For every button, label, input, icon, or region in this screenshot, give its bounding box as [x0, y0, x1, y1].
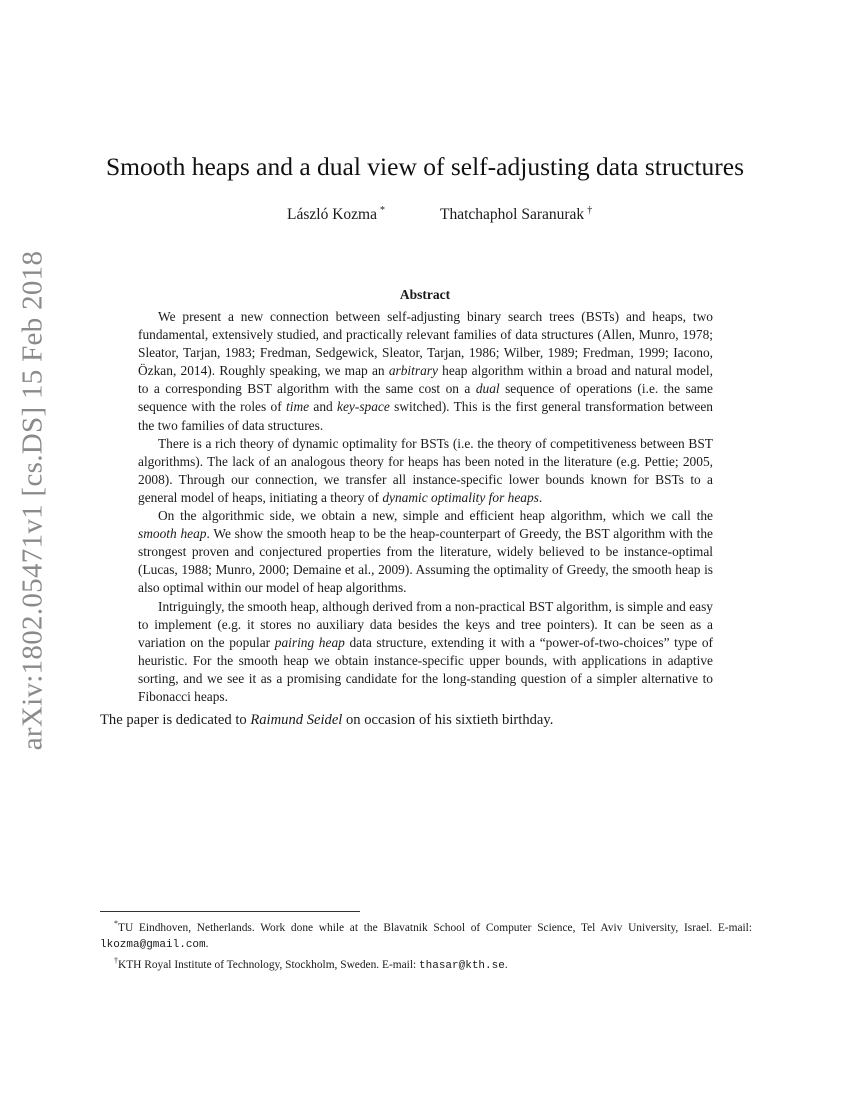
author-name: László Kozma	[287, 206, 377, 224]
dedication	[100, 712, 553, 729]
text: on occasion of his sixtieth birthday.	[342, 712, 554, 728]
text: .	[205, 937, 209, 950]
text: Intriguingly, the smooth heap, although derived from a non-practical BST algorithm, is simple and easy to implement (e.g. it stores no auxiliary data besides the keys and tree pointers). It can be seen as a variation on the popular	[138, 598, 713, 650]
footnotes	[100, 916, 752, 974]
emphasis: dual	[475, 381, 500, 397]
text: switched). This is the first general transformation between the two families of data structures.	[138, 399, 713, 433]
email-link[interactable]: thasar@kth.se	[419, 959, 505, 972]
author-name: Thatchaphol Saranurak	[440, 206, 585, 224]
text: . We show the smooth heap to be the heap-counterpart of Greedy, the BST algorithm with the strongest proven and conjectured properties from the literature, widely believed to be instance-optimal (Lucas, 1988; Munro, 2000; Demaine et al., 2009). Assuming the optimality of Greedy, the smooth heap is also optimal within our model of heap algorithms.	[138, 526, 713, 596]
text: and	[309, 399, 338, 415]
author-footnote-mark[interactable]: *	[379, 205, 385, 216]
footnote-text: KTH Royal Institute of Technology, Stockholm, Sweden. E-mail:	[118, 958, 420, 971]
footnote-1	[100, 916, 752, 953]
text: The paper is dedicated to	[100, 712, 251, 728]
emphasis: Raimund Seidel	[250, 712, 343, 728]
abstract-body	[138, 308, 713, 706]
emphasis: dynamic optimality for heaps	[382, 489, 539, 505]
emphasis: arbitrary	[388, 363, 438, 379]
arxiv-identifier-stamp	[8, 250, 58, 750]
text: On the algorithmic side, we obtain a new, simple and efficient heap algorithm, which we call the	[158, 508, 713, 524]
text: We present a new connection between self-adjusting binary search trees (BSTs) and heaps, two fundamental, extensively studied, and practically relevant families of data structures (Allen, Munro, 1978; Sleator, Tarjan, 1983; Fredman, Sedgewick, Sleator, Tarjan, 1986; Wilber, 1989; Fredman, 1999; Iacono, Özkan, 2014). Roughly speaking, we map an	[138, 309, 713, 379]
author-2	[440, 205, 592, 224]
arxiv-identifier-text: arXiv:1802.05471v1 [cs.DS] 15 Feb 2018	[16, 250, 49, 750]
footnote-mark: †	[114, 955, 118, 965]
text: There is a rich theory of dynamic optimality for BSTs (i.e. the theory of competitiveness between BST algorithms). The lack of an analogous theory for heaps has been noted in the literature (e.g. Pettie; 2005, 2008). Through our connection, we transfer all instance-specific lower bounds known for BSTs to a general model of heaps, initiating a theory of	[138, 435, 713, 505]
emphasis: pairing heap	[274, 634, 345, 650]
footnote-mark: *	[114, 919, 118, 928]
abstract-paragraph-4	[138, 598, 713, 707]
emphasis: smooth heap	[138, 526, 207, 542]
text: heap algorithm within a broad and natural model, to a corresponding BST algorithm with the same cost on a	[138, 363, 714, 397]
author-1	[287, 205, 385, 224]
abstract-heading: Abstract	[399, 287, 451, 302]
emphasis: time	[286, 399, 310, 415]
abstract-paragraph-3	[138, 507, 713, 597]
footnote-2	[100, 953, 752, 974]
footnote-text: TU Eindhoven, Netherlands. Work done while at the Blavatnik School of Computer Science, Tel Aviv University, Israel. E-mail:	[118, 921, 752, 934]
abstract-paragraph-2	[138, 435, 713, 507]
paper-title: Smooth heaps and a dual view of self-adjusting data structures	[105, 152, 745, 181]
emphasis: key-space	[337, 399, 390, 415]
email-link[interactable]: lkozma@gmail.com	[100, 938, 206, 951]
abstract-paragraph-1	[138, 308, 713, 435]
text: sequence of operations (i.e. the same sequence with the roles of	[138, 381, 714, 415]
author-footnote-mark[interactable]: †	[587, 205, 593, 216]
text: data structure, extending it with a “power-of-two-choices” type of heuristic. For the smooth heap we obtain instance-specific upper bounds, with applications in adaptive sorting, and we see it as a promising candidate for the long-standing question of a simpler alternative to Fibonacci heaps.	[138, 634, 714, 704]
footnote-divider	[100, 911, 360, 912]
text: .	[504, 958, 508, 971]
text: .	[538, 489, 543, 505]
